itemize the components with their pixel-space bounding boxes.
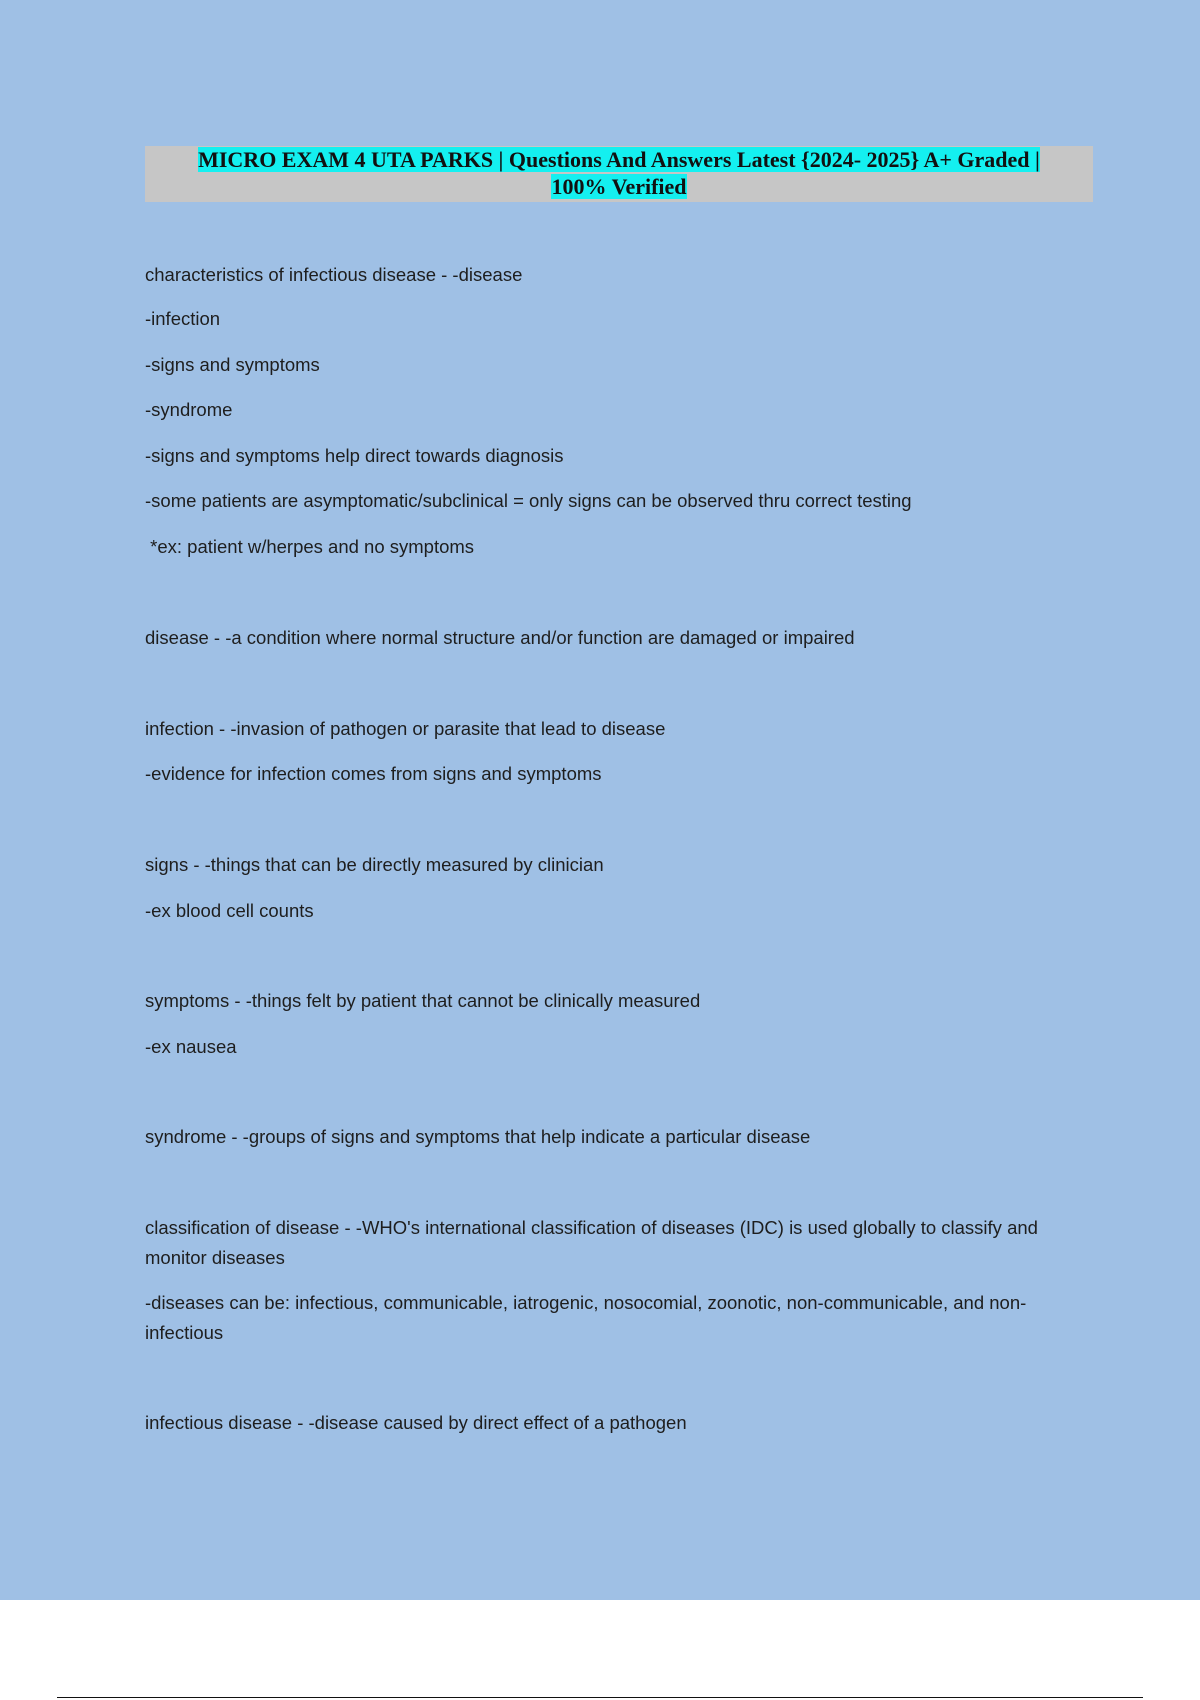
text-line: -syndrome [145, 399, 233, 420]
text-line: *ex: patient w/herpes and no symptoms [145, 536, 475, 557]
text-line: -evidence for infection comes from signs and symptoms [145, 763, 602, 784]
title-line-2: 100% Verified [551, 174, 687, 199]
text-line: signs - -things that can be directly measured by clinician [145, 854, 604, 875]
text-line: -some patients are asymptomatic/subclinical = only signs can be observed thru correct testing [145, 490, 912, 511]
text-line: disease - -a condition where normal structure and/or function are damaged or impaired [145, 627, 855, 648]
text-line: -infection [145, 308, 221, 329]
title-line-1: MICRO EXAM 4 UTA PARKS | Questions And Answers Latest {2024- 2025} A+ Graded | [198, 147, 1040, 172]
footer-divider [57, 1697, 1143, 1698]
text-line: -signs and symptoms [145, 354, 320, 375]
text-line: characteristics of infectious disease - -disease [145, 264, 523, 285]
text-line: infectious disease - -disease caused by direct effect of a pathogen [145, 1412, 687, 1433]
text-paragraph: -diseases can be: infectious, communicable, iatrogenic, nosocomial, zoonotic, non-communicable, and non-infectious [145, 1292, 1027, 1343]
text-line: -ex blood cell counts [145, 900, 314, 921]
document-title [145, 146, 1093, 202]
text-paragraph: classification of disease - -WHO's international classification of diseases (IDC) is used globally to classify and monitor diseases [145, 1217, 1038, 1268]
text-line: syndrome - -groups of signs and symptoms that help indicate a particular disease [145, 1126, 811, 1147]
text-line: -signs and symptoms help direct towards diagnosis [145, 445, 564, 466]
text-line: infection - -invasion of pathogen or parasite that lead to disease [145, 718, 666, 739]
text-line: symptoms - -things felt by patient that cannot be clinically measured [145, 990, 701, 1011]
text-line: -ex nausea [145, 1036, 237, 1057]
